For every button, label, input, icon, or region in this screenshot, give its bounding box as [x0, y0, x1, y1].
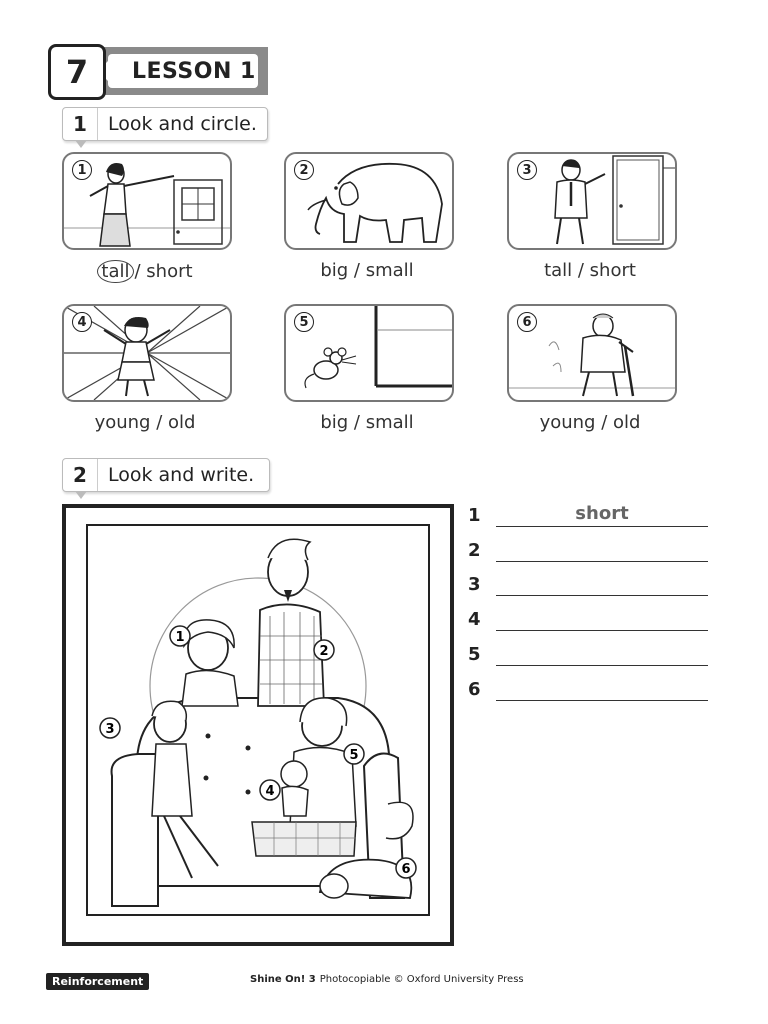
section-1-text: Look and circle. — [108, 113, 257, 135]
picture-card-2 — [284, 152, 454, 250]
answer-row-5 — [468, 644, 708, 670]
footer-credit — [250, 974, 524, 985]
family-picture — [86, 524, 430, 916]
card-number: 5 — [294, 312, 314, 332]
picture-card-1 — [62, 152, 232, 250]
answer-number: 2 — [468, 540, 481, 561]
picture-label-1: 1 — [175, 630, 185, 645]
answer-number: 5 — [468, 644, 481, 665]
answer-line[interactable] — [496, 665, 708, 666]
answer-line[interactable] — [496, 526, 708, 527]
picture-card-6 — [507, 304, 677, 402]
answer-row-2 — [468, 540, 708, 566]
answer-row-3 — [468, 574, 708, 600]
card-number: 1 — [72, 160, 92, 180]
choice-2[interactable]: big / small — [320, 260, 414, 281]
answer-number: 3 — [468, 574, 481, 595]
answer-number: 4 — [468, 609, 481, 630]
circled-answer: tall — [97, 260, 133, 283]
section-1-instruction — [62, 107, 268, 141]
choice-3[interactable]: tall / short — [544, 260, 636, 281]
choice-1[interactable] — [62, 260, 228, 283]
picture-label-2: 2 — [319, 644, 329, 659]
copyright: Photocopiable © Oxford University Press — [319, 974, 524, 985]
unit-number: 7 — [48, 44, 106, 100]
lesson-tag — [108, 54, 258, 88]
picture-label-5: 5 — [349, 748, 359, 763]
card-number: 2 — [294, 160, 314, 180]
answer-value: short — [575, 503, 629, 524]
answer-row-1 — [468, 505, 708, 531]
picture-card-4 — [62, 304, 232, 402]
picture-label-6: 6 — [401, 862, 411, 877]
answer-line[interactable] — [496, 700, 708, 701]
answer-number: 6 — [468, 679, 481, 700]
answer-line[interactable] — [496, 561, 708, 562]
card-number: 3 — [517, 160, 537, 180]
choice-5[interactable]: big / small — [320, 412, 414, 433]
picture-card-5 — [284, 304, 454, 402]
family-illustration — [88, 526, 436, 920]
answer-row-4 — [468, 609, 708, 635]
lesson-title: LESSON 1 — [132, 58, 256, 84]
section-2-instruction — [62, 458, 270, 492]
answer-number: 1 — [468, 505, 481, 526]
section-1-number: 1 — [63, 108, 98, 140]
choice-4[interactable]: young / old — [94, 412, 196, 433]
picture-label-3: 3 — [105, 722, 115, 737]
book-title: Shine On! 3 — [250, 974, 316, 985]
card-number: 6 — [517, 312, 537, 332]
choice-1-rest: / short — [134, 261, 193, 282]
picture-card-3 — [507, 152, 677, 250]
section-2-number: 2 — [63, 459, 98, 491]
card-number: 4 — [72, 312, 92, 332]
answer-line[interactable] — [496, 630, 708, 631]
family-picture-frame — [62, 504, 454, 946]
picture-label-4: 4 — [265, 784, 275, 799]
reinforcement-badge: Reinforcement — [46, 973, 149, 990]
choice-6[interactable]: young / old — [539, 412, 641, 433]
section-2-text: Look and write. — [108, 464, 255, 486]
answer-row-6 — [468, 679, 708, 705]
answer-line[interactable] — [496, 595, 708, 596]
